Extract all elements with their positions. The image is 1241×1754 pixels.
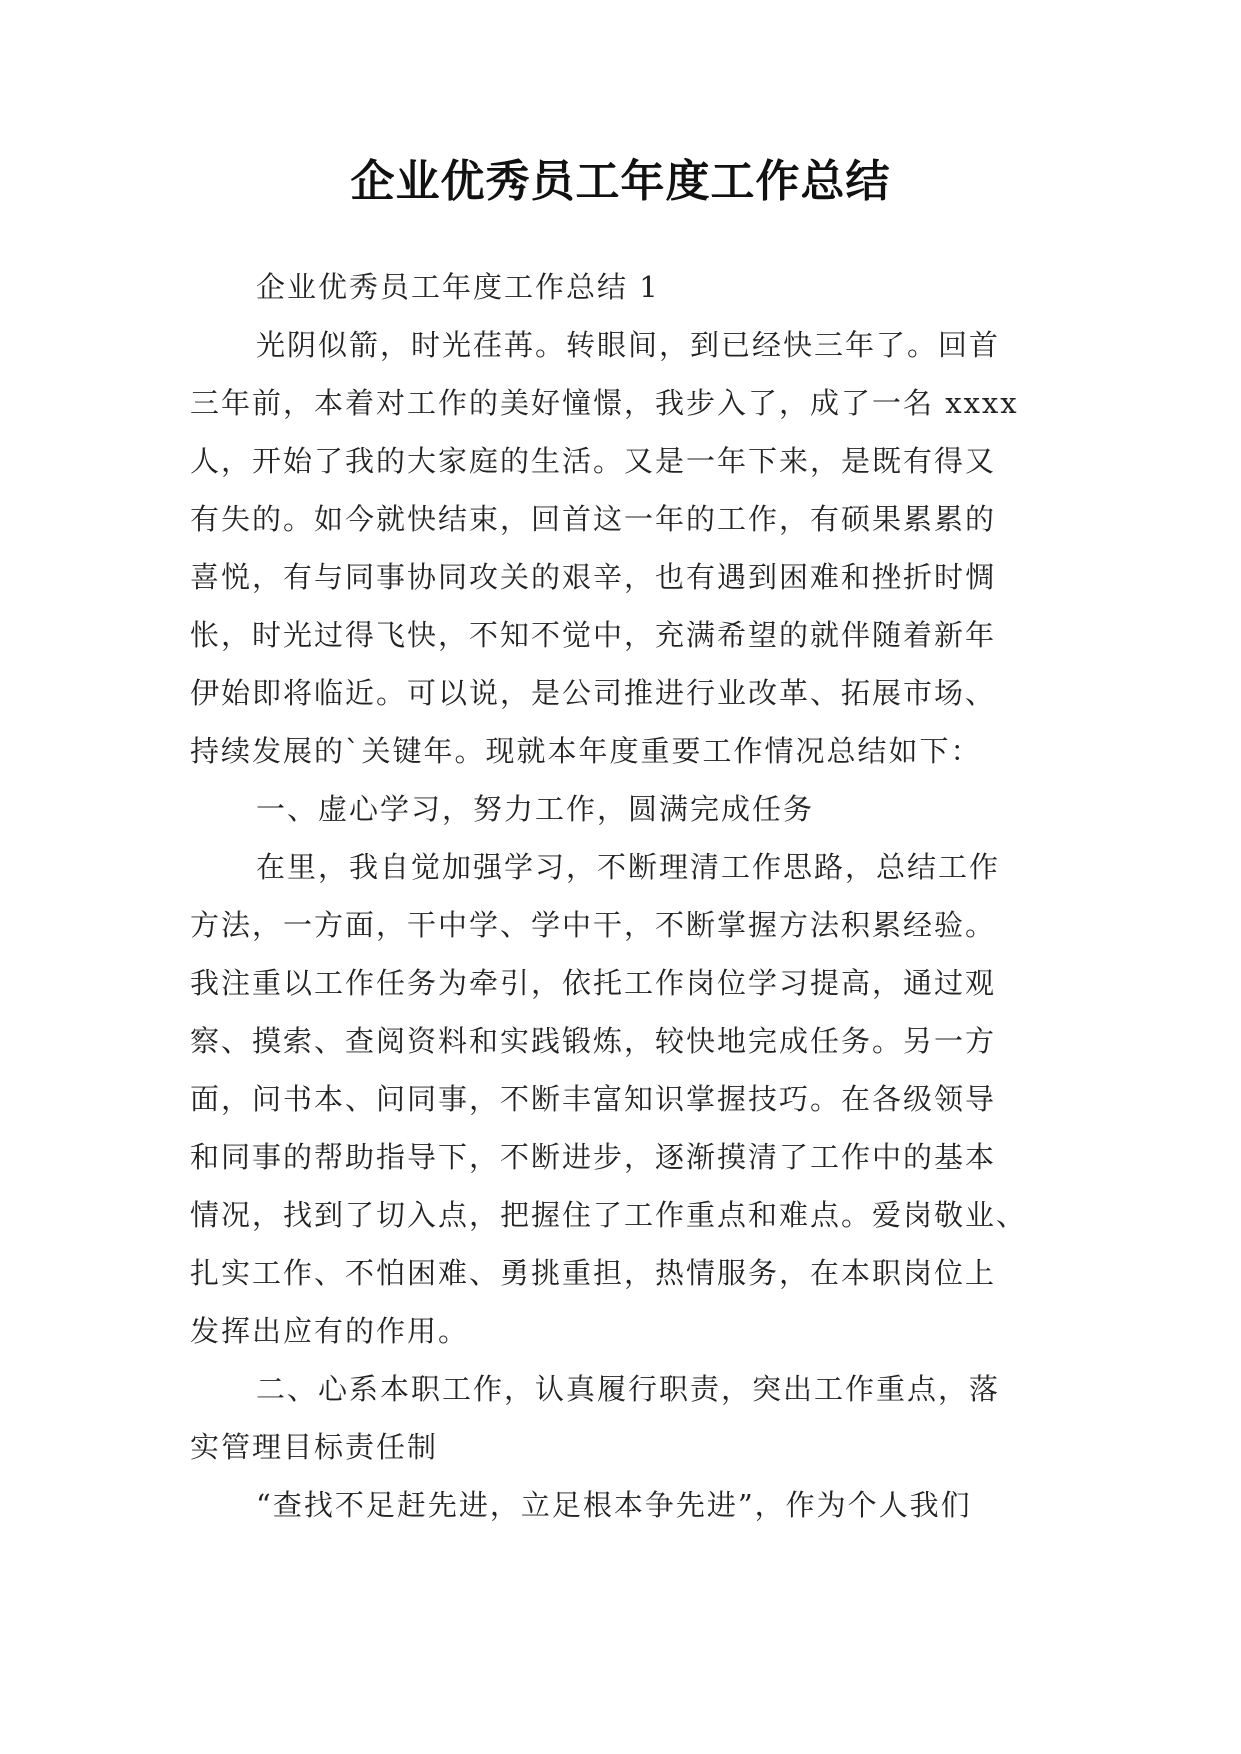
text-line: “查找不足赶先进，立足根本争先进”，作为个人我们	[256, 1488, 972, 1522]
text-line: 有失的。如今就快结束，回首这一年的工作，有硕果累累的	[190, 502, 997, 536]
text-line: 扎实工作、不怕困难、勇挑重担，热情服务，在本职岗位上	[190, 1256, 997, 1290]
text-line: 怅，时光过得飞快，不知不觉中，充满希望的就伴随着新年	[190, 618, 997, 652]
section-heading: 二、心系本职工作，认真履行职责，突出工作重点，落	[256, 1372, 1001, 1406]
text-line: 情况，找到了切入点，把握住了工作重点和难点。爱岗敬业、	[190, 1198, 1028, 1232]
text-line: 方法，一方面，干中学、学中干，不断掌握方法积累经验。	[190, 908, 997, 942]
text-line: 察、摸索、查阅资料和实践锻炼，较快地完成任务。另一方	[190, 1024, 997, 1058]
text-line: 在里，我自觉加强学习，不断理清工作思路，总结工作	[256, 850, 1001, 884]
section-heading: 一、虚心学习，努力工作，圆满完成任务	[256, 792, 815, 826]
text-line: 发挥出应有的作用。	[190, 1314, 470, 1348]
text-line: 持续发展的`关键年。现就本年度重要工作情况总结如下：	[190, 734, 982, 768]
text-line: 喜悦，有与同事协同攻关的艰辛，也有遇到困难和挫折时惆	[190, 560, 997, 594]
text-line: 实管理目标责任制	[190, 1430, 439, 1464]
text-line: 光阴似箭，时光荏苒。转眼间，到已经快三年了。回首	[256, 328, 1001, 362]
document-title: 企业优秀员工年度工作总结	[350, 156, 891, 207]
text-line: 面，问书本、问同事，不断丰富知识掌握技巧。在各级领导	[190, 1082, 997, 1116]
section-heading: 企业优秀员工年度工作总结 1	[256, 270, 660, 304]
text-line: 和同事的帮助指导下，不断进步，逐渐摸清了工作中的基本	[190, 1140, 997, 1174]
text-line: 三年前，本着对工作的美好憧憬，我步入了，成了一名 xxxx	[190, 386, 1019, 420]
text-line: 我注重以工作任务为牵引，依托工作岗位学习提高，通过观	[190, 966, 997, 1000]
text-line: 人，开始了我的大家庭的生活。又是一年下来，是既有得又	[190, 444, 997, 478]
document-body	[190, 258, 1065, 1534]
text-line: 伊始即将临近。可以说，是公司推进行业改革、拓展市场、	[190, 676, 997, 710]
